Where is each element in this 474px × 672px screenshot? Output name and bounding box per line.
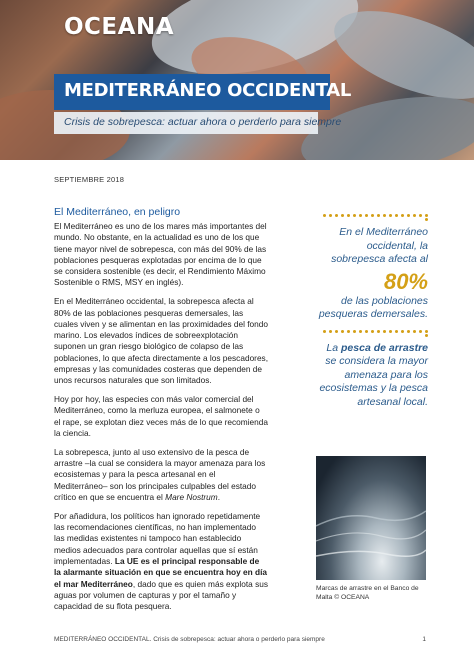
oceana-logo: OCEANA (64, 14, 174, 40)
quote-text-3: La pesca de arrastre se considera la mayor amenaza para los ecosistemas y la pesca artesanal local. (319, 341, 428, 408)
dotted-divider-middle (316, 330, 428, 334)
pull-quote (316, 214, 428, 409)
trawl-marks-image (316, 456, 426, 580)
paragraph-3: Hoy por hoy, las especies con más valor comercial del Mediterráneo, como la merluza europea, el salmonete o el rape, se explotan diez veces más de lo que recomienda la ciencia. (54, 394, 269, 439)
quote-text-2: de las poblaciones pesqueras demersales. (318, 294, 428, 320)
body-text (54, 221, 268, 620)
photo-caption: Marcas de arrastre en el Banco de Malta © OCEANA (316, 585, 419, 601)
paragraph-5: Por añadidura, los políticos han ignorado repetidamente las recomendaciones científicas, no han implementado las medidas existentes ni tampoco han establecido medios adecuados para controlar aquellas que sí están implementadas. La UE es el principal responsable de la alarmante situación en que se encuentra hoy en día el mar Mediterráneo, dado que es quien más explota sus aguas por volumen de capturas y por el tamaño y capacidad de su flota pesquera. (54, 510, 269, 612)
page-title: MEDITERRÁNEO OCCIDENTAL (64, 80, 352, 101)
footer-text: MEDITERRÁNEO OCCIDENTAL. Crisis de sobrepesca: actuar ahora o perderlo para siempre (54, 636, 325, 643)
subtitle-banner (54, 112, 342, 134)
section-title: El Mediterráneo, en peligro (54, 206, 181, 218)
quote-stat: 80% (383, 268, 428, 294)
title-banner (54, 74, 352, 110)
page-subtitle: Crisis de sobrepesca: actuar ahora o perderlo para siempre (64, 116, 342, 128)
paragraph-2: En el Mediterráneo occidental, la sobrepesca afecta al 80% de las poblaciones pesqueras demersales, las cuales viven y se alimentan en las proximidades del fondo marino. Los elevados índices de sobreexplotación suponen un gran riesgo biológico de colapso de las poblaciones, lo que afecta directamente a los pescadores, empresas y las comunidades costeras que dependen de unos recursos naturales que son limitados. (54, 296, 269, 386)
footer (54, 636, 426, 643)
page-number: 1 (422, 636, 426, 643)
header-photo (0, 0, 474, 160)
quote-text-1: En el Mediterráneo occidental, la sobrepesca afecta al (331, 226, 428, 265)
dotted-divider-top (316, 214, 428, 218)
seabed-photo (316, 456, 426, 580)
publication-date: SEPTIEMBRE 2018 (54, 175, 125, 184)
paragraph-4: La sobrepesca, junto al uso extensivo de la pesca de arrastre –la cual se considera la mayor amenaza para los ecosistemas y para la pesca artesanal en el Mediterráneo– son los principales culpables del estado crítico en que se encuentra el Mare Nostrum. (54, 446, 266, 503)
paragraph-1: El Mediterráneo es uno de los mares más importantes del mundo. No obstante, en la actualidad es uno de los que tiene mayor nivel de sobrepesca, con más del 90% de las poblaciones pesqueras explotadas por encima de lo que se considera sostenible (es decir, el Rendimiento Máximo Sostenible o RMS, MSY en inglés). (54, 221, 267, 288)
